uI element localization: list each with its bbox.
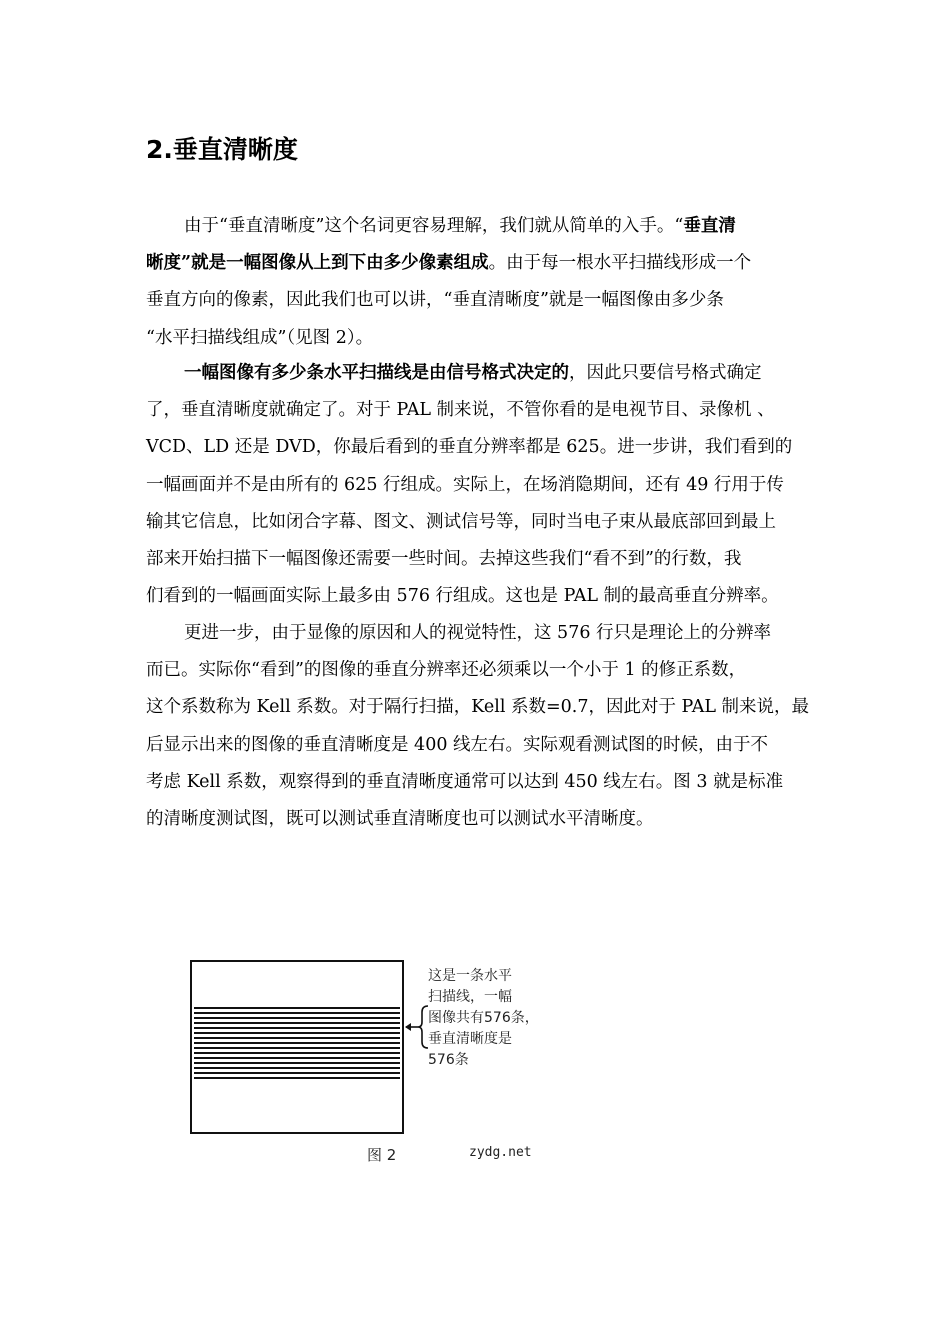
text-run: 部来开始扫描下一幅图像还需要一些时间。去掉这些我们“看不到”的行数，我 [146, 549, 742, 569]
scanline-group [194, 1007, 400, 1082]
annotation-line: 垂直清晰度是 [428, 1031, 512, 1047]
text-line [146, 326, 814, 350]
bold-text: 垂直清 [683, 216, 736, 236]
scanline [194, 1017, 400, 1019]
annotation-line: 图像共有576条， [428, 1010, 539, 1026]
text-line [184, 214, 814, 238]
text-line [146, 435, 814, 459]
text-run: 的清晰度测试图，既可以测试垂直清晰度也可以测试水平清晰度。 [146, 809, 654, 829]
text-run: 而已。实际你“看到”的图像的垂直分辨率还必须乘以一个小于 1 的修正系数， [146, 660, 747, 681]
scanline [194, 1072, 400, 1074]
text-run: 垂直方向的像素，因此我们也可以讲，“垂直清晰度”就是一幅图像由多少条 [146, 290, 724, 311]
section-heading: 2.垂直清晰度 [146, 135, 298, 164]
text-run: “水平扫描线组成”（见图 2）。 [146, 327, 374, 348]
scanline [194, 1007, 400, 1009]
text-line [146, 733, 814, 757]
text-run: 了，垂直清晰度就确定了。对于 PAL 制来说，不管你看的是电视节目、录像机 、 [146, 400, 775, 421]
text-run: 们看到的一幅画面实际上最多由 576 行组成。这也是 PAL 制的最高垂直分辨率。 [146, 586, 779, 607]
text-line [146, 770, 814, 794]
text-run: 这个系数称为 Kell 系数。对于隔行扫描，Kell 系数=0.7，因此对于 PAL 制来说，最 [146, 697, 810, 718]
scanline [194, 1037, 400, 1039]
scanline [194, 1012, 400, 1014]
figure-annotation [428, 966, 548, 1071]
brace-pointer-icon [404, 1004, 430, 1050]
figure-2 [190, 958, 550, 1168]
text-line [184, 361, 814, 385]
text-line [146, 398, 814, 422]
bold-text: 晰度”就是一幅图像从上到下由多少像素组成 [146, 253, 489, 274]
text-line [146, 473, 814, 497]
text-line [146, 584, 814, 608]
scanline [194, 1032, 400, 1034]
scanline [194, 1042, 400, 1044]
text-run: 输其它信息，比如闭合字幕、图文、测试信号等，同时当电子束从最底部回到最上 [146, 511, 776, 532]
text-run: 一幅画面并不是由所有的 625 行组成。实际上，在场消隐期间，还有 49 行用于传 [146, 474, 784, 495]
scanline [194, 1062, 400, 1064]
text-run: 更进一步，由于显像的原因和人的视觉特性，这 576 行只是理论上的分辨率 [184, 623, 772, 643]
scanline [194, 1067, 400, 1069]
scanline [194, 1077, 400, 1079]
text-run: 。由于每一根水平扫描线形成一个 [488, 253, 752, 274]
figure-source: zydg.net [469, 1145, 532, 1160]
text-line [146, 547, 814, 571]
scanline [194, 1022, 400, 1024]
scanline [194, 1057, 400, 1059]
text-line [146, 807, 814, 831]
text-run: VCD、LD 还是 DVD，你最后看到的垂直分辨率都是 625。进一步讲，我们看到的 [146, 437, 793, 458]
text-line [146, 658, 814, 682]
text-run: 后显示出来的图像的垂直清晰度是 400 线左右。实际观看测试图的时候，由于不 [146, 734, 769, 755]
text-line [146, 695, 814, 719]
scanline [194, 1052, 400, 1054]
text-run: ，因此只要信号格式确定 [569, 363, 762, 383]
annotation-line: 576条 [428, 1052, 469, 1068]
picture-frame [190, 960, 404, 1134]
scanline [194, 1027, 400, 1029]
bold-text: 一幅图像有多少条水平扫描线是由信号格式决定的 [184, 363, 569, 383]
annotation-line: 这是一条水平 [428, 968, 512, 984]
scanline [194, 1047, 400, 1049]
text-line [146, 251, 814, 275]
text-line [146, 288, 814, 312]
text-run: 由于“垂直清晰度”这个名词更容易理解，我们就从简单的入手。“ [184, 216, 684, 236]
text-run: 考虑 Kell 系数，观察得到的垂直清晰度通常可以达到 450 线左右。图 3 就是标准 [146, 771, 784, 792]
text-line [146, 510, 814, 534]
annotation-line: 扫描线，一幅 [428, 989, 512, 1005]
figure-caption: 图 2 [367, 1146, 397, 1164]
text-line [184, 621, 814, 645]
